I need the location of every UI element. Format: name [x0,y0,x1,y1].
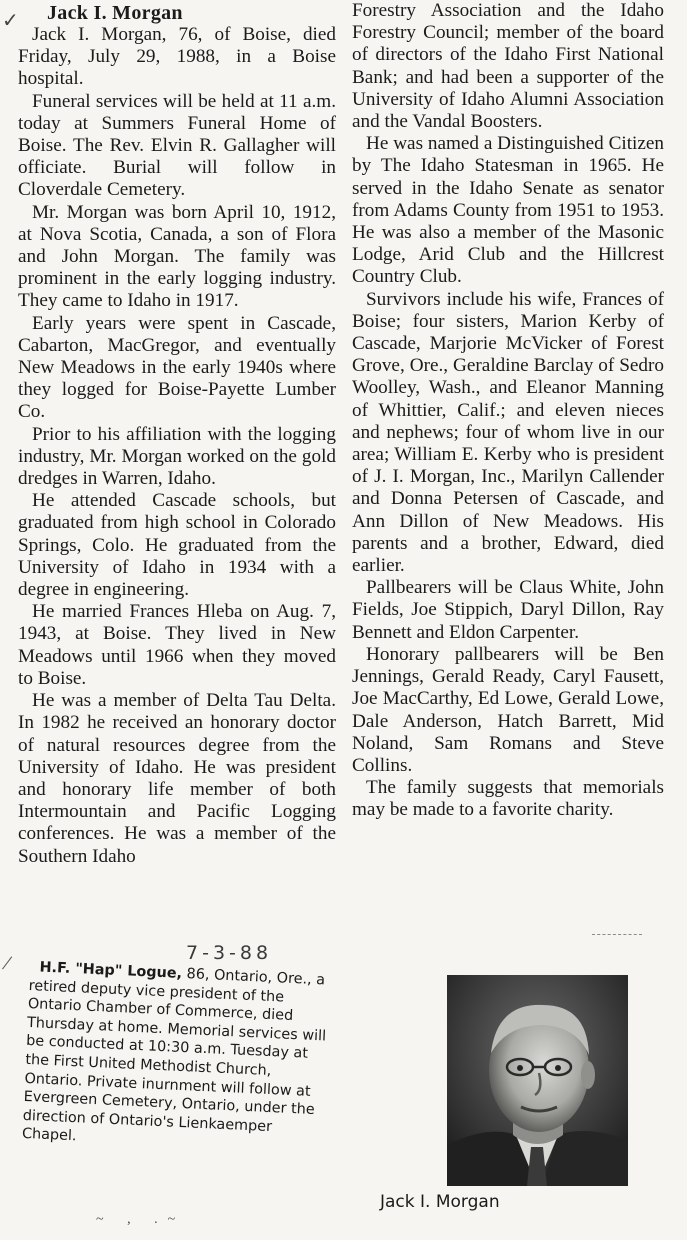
obit-paragraph: The family suggests that memorials may be made to a favorite charity. [352,777,664,821]
portrait-image [447,975,628,1186]
obit-paragraph: He was named a Distinguished Citizen by The Idaho Statesman in 1965. He served in the Idaho Senate as senator from Adams County from 1951 to 1953. He was also a member of the Masonic Lodge, Arid Club and the Hillcrest Country Club. [352,133,664,288]
second-obituary [22,958,332,1157]
portrait-photo [447,975,628,1186]
second-obituary-body: 86, Ontario, Ore., a retired deputy vice president of the Ontario Chamber of Commerce, died Thursday at home. Memorial services will be conducted at 10:30 a.m. Tuesday at the First United Methodist Church, Ontario. Private inurnment will follow at Evergreen Cemetery, Ontario, under the direction of Ontario's Lienkaemper Chapel. [21,965,327,1145]
obit-paragraph: Funeral services will be held at 11 a.m. today at Summers Funeral Home of Boise. The Rev. Elvin R. Gallagher will officiate. Burial will follow in Cloverdale Cemetery. [18,90,336,201]
second-obituary-text [22,958,332,1157]
obituary-right-column [352,0,664,822]
end-rule [592,934,642,935]
pencil-scribble-icon: ~ , .~ [96,1212,186,1227]
obit-paragraph: Jack I. Morgan, 76, of Boise, died Friday, July 29, 1988, in a Boise hospital. [18,24,336,90]
handwritten-date: 7-3-88 [186,942,273,964]
obit-paragraph: Prior to his affiliation with the logging industry, Mr. Morgan worked on the gold dredges in Warren, Idaho. [18,423,336,490]
obit-paragraph: He attended Cascade schools, but graduated from high school in Colorado Springs, Colo. He graduated from the University of Idaho in 1934 with a degree in engineering. [18,490,336,601]
obit-paragraph: He married Frances Hleba on Aug. 7, 1943, at Boise. They lived in New Meadows until 1966 when they moved to Boise. [18,601,336,689]
obituary-headline: Jack I. Morgan [47,2,183,24]
obit-paragraph: Survivors include his wife, Frances of Boise; four sisters, Marion Kerby of Cascade, Marjorie McVicker of Forest Grove, Ore., Geraldine Barclay of Sedro Woolley, Wash., and Eleanor Manning of Whittier, Calif.; and eleven nieces and nephews; four of whom live in our area; William E. Kerby who is president of J. I. Morgan, Inc., Marilyn Callender and Donna Petersen of Cascade, and Ann Dillon of New Meadows. His parents and a brother, Edward, died earlier. [352,288,664,577]
obit-paragraph: Early years were spent in Cascade, Cabarton, MacGregor, and eventually New Meadows in the early 1940s where they logged for Boise-Payette Lumber Co. [18,312,336,423]
pencil-mark-icon: ✓ [2,10,19,32]
obit-paragraph: Forestry Association and the Idaho Forestry Council; member of the board of directors of the Idaho First National Bank; and had been a supporter of the University of Idaho Alumni Association and the Vandal Boosters. [352,0,664,133]
second-obituary-name: H.F. "Hap" Logue, [39,959,183,982]
obit-paragraph: Honorary pallbearers will be Ben Jennings, Gerald Ready, Caryl Fausett, Joe MacCarthy, Ed Lowe, Gerald Lowe, Dale Anderson, Hatch Barrett, Mid Noland, Sam Romans and Steve Collins. [352,643,664,776]
photo-caption: Jack I. Morgan [380,1192,500,1212]
obit-paragraph: Pallbearers will be Claus White, John Fields, Joe Stippich, Daryl Dillon, Ray Bennett and Eldon Carpenter. [352,577,664,643]
obituary-left-column [18,0,336,868]
pencil-mark-icon: / [0,949,14,976]
obit-paragraph: Mr. Morgan was born April 10, 1912, at Nova Scotia, Canada, a son of Flora and John Morgan. The family was prominent in the early logging industry. They came to Idaho in 1917. [18,201,336,312]
obit-paragraph: He was a member of Delta Tau Delta. In 1982 he received an honorary doctor of natural resources degree from the University of Idaho. He was president and honorary life member of both Intermountain and Pacific Logging conferences. He was a member of the Southern Idaho [18,690,336,867]
